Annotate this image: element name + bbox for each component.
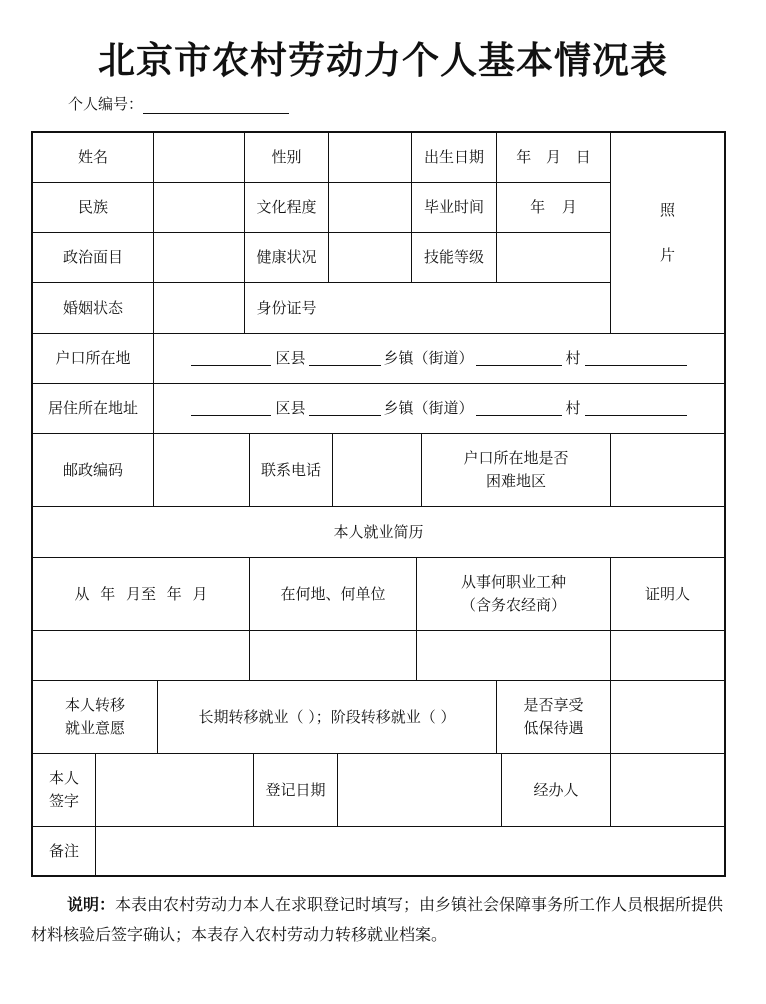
instructions-note [31,890,731,950]
label-name: 姓名 [77,148,108,166]
hukou-district-label: 区县 [275,349,306,367]
field-graduate-date[interactable]: 年 月 [530,198,577,216]
field-signature[interactable] [96,754,253,826]
header-period: 从 年 月至 年 月 [74,584,208,603]
transfer-intent-options[interactable]: 长期转移就业（ ）；阶段转移就业（ ） [198,707,456,726]
hukou-village-blank[interactable] [476,351,562,366]
poor-area-line-2: 困难地区 [485,472,546,490]
poor-area-line-1: 户口所在地是否 [463,449,569,467]
label-graduate-date: 毕业时间 [423,198,484,216]
label-subsidy [497,681,610,753]
history-job-field[interactable] [417,631,610,680]
field-phone[interactable] [333,434,421,506]
label-ethnic: 民族 [77,198,108,216]
photo-area[interactable] [611,133,724,333]
field-handler[interactable] [611,754,724,826]
header-place: 在何地、何单位 [280,584,386,603]
subsidy-line-1: 是否享受 [523,696,584,714]
residence-village-blank[interactable] [476,401,562,416]
label-residence: 居住所在地址 [47,399,138,417]
residence-address-line[interactable] [154,384,724,433]
residence-extra-blank[interactable] [585,401,687,416]
label-signature [33,754,95,826]
label-register-date: 登记日期 [265,780,326,799]
label-handler: 经办人 [533,780,579,799]
label-birth-date: 出生日期 [423,148,484,166]
field-marriage[interactable] [154,283,244,333]
residence-town-label: 乡镇（街道） [383,399,474,417]
info-form-table [31,131,726,877]
section-employment-history: 本人就业简历 [333,522,424,541]
field-gender[interactable] [329,133,411,182]
personal-id-field[interactable] [143,97,289,114]
note-text: 本表由农村劳动力本人在求职登记时填写；由乡镇社会保障事务所工作人员根据所提供材料核验后签字确认；本表存入农村劳动力转移就业档案。 [31,895,724,944]
header-witness: 证明人 [644,584,690,603]
field-postcode[interactable] [154,434,249,506]
field-name[interactable] [154,133,244,182]
field-politics[interactable] [154,233,244,282]
field-subsidy[interactable] [611,681,724,753]
subsidy-line-2: 低保待遇 [523,719,584,737]
form-title: 北京市农村劳动力个人基本情况表 [98,39,668,82]
personal-id-label: 个人编号： [68,95,144,113]
label-skill-level: 技能等级 [423,248,484,266]
hukou-district-blank[interactable] [191,351,271,366]
label-hukou: 户口所在地 [55,349,131,367]
residence-town-blank[interactable] [309,401,381,416]
photo-label-1: 照 [659,201,675,219]
label-id-card: 身份证号 [256,298,317,317]
transfer-intent-line-1: 本人转移 [64,696,125,714]
signature-line-1: 本人 [48,769,79,787]
field-poor-area[interactable] [611,434,724,506]
label-education: 文化程度 [256,198,317,216]
hukou-town-label: 乡镇（街道） [383,349,474,367]
history-witness-field[interactable] [611,631,724,680]
history-place-field[interactable] [250,631,416,680]
hukou-extra-blank[interactable] [585,351,687,366]
label-marriage: 婚姻状态 [62,298,123,317]
field-remark[interactable] [96,827,724,875]
label-politics: 政治面目 [62,248,123,266]
residence-village-label: 村 [565,399,581,417]
residence-district-blank[interactable] [191,401,271,416]
signature-line-2: 签字 [48,792,79,810]
personal-id-line [68,93,289,114]
header-job-line-1: 从事何职业工种 [460,573,566,591]
hukou-village-label: 村 [565,349,581,367]
field-health[interactable] [329,233,411,282]
label-health: 健康状况 [256,248,317,266]
label-remark: 备注 [48,841,79,860]
header-job-line-2: （含务农经商） [460,596,566,614]
note-heading: 说明： [67,895,116,914]
field-ethnic[interactable] [154,183,244,232]
hukou-address-line[interactable] [154,334,724,383]
label-gender: 性别 [271,148,302,166]
label-poor-area [422,434,610,506]
label-postcode: 邮政编码 [62,460,123,479]
transfer-intent-line-2: 就业意愿 [64,719,125,737]
field-register-date[interactable] [338,754,501,826]
field-birth-date[interactable]: 年 月 日 [516,148,591,166]
field-id-card[interactable] [329,283,610,333]
header-job [417,558,610,630]
photo-label-2: 片 [659,246,675,264]
label-phone: 联系电话 [260,460,321,479]
field-skill-level[interactable] [497,233,610,282]
hukou-town-blank[interactable] [309,351,381,366]
residence-district-label: 区县 [275,399,306,417]
label-transfer-intent [33,681,157,753]
field-education[interactable] [329,183,411,232]
history-period-field[interactable] [33,631,249,680]
